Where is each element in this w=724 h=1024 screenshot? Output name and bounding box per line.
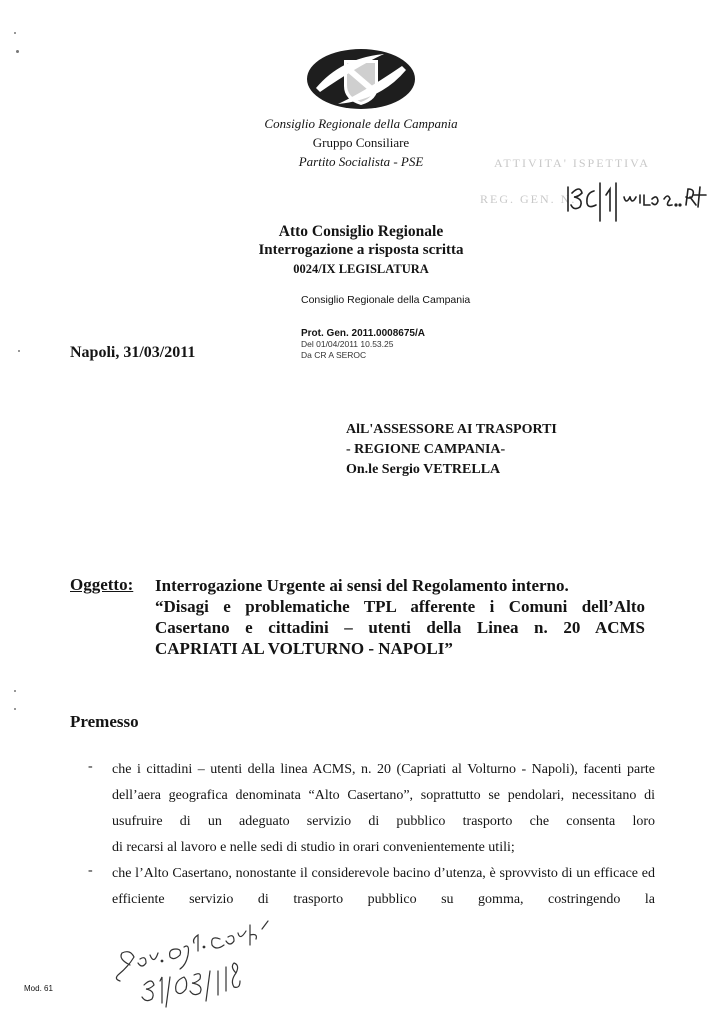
form-model-number: Mod. 61	[24, 984, 53, 993]
premesso-item-1	[112, 757, 655, 861]
protocol-date: Del 01/04/2011 10.53.25	[301, 339, 394, 349]
protocol-number: Prot. Gen. 2011.0008675/A	[301, 328, 425, 339]
party-name: Partito Socialista - PSE	[298, 154, 424, 169]
subject-line-2: “Disagi e problematiche TPL afferente i Comuni dell’Alto	[155, 597, 645, 616]
subject-line-4: CAPRIATI AL VOLTURNO - NAPOLI”	[155, 639, 453, 658]
place-date: Napoli, 31/03/2011	[70, 344, 196, 361]
subject-line-1: Interrogazione Urgente ai sensi del Regolamento interno.	[155, 576, 569, 595]
scan-speck	[14, 708, 16, 710]
scan-speck	[14, 32, 16, 34]
protocol-route: Da CR A SEROC	[301, 350, 367, 360]
handwritten-annotation	[100, 915, 300, 1015]
act-title: Atto Consiglio Regionale	[278, 223, 444, 240]
premesso-item-2	[112, 861, 655, 913]
list-bullet: -	[88, 759, 93, 774]
scan-speck	[18, 350, 20, 352]
act-type: Interrogazione a risposta scritta	[258, 242, 464, 258]
premesso-heading: Premesso	[70, 712, 139, 731]
subject-label: Oggetto:	[70, 575, 134, 594]
regional-council-logo	[306, 48, 416, 110]
council-name: Consiglio Regionale della Campania	[264, 116, 458, 131]
recipient-block	[346, 420, 557, 480]
scan-speck	[16, 50, 19, 53]
subject-text	[155, 575, 645, 659]
campania-emblem-icon	[306, 48, 416, 110]
protocol-stamp	[301, 328, 425, 361]
recipient-line-3: On.le Sergio VETRELLA	[346, 462, 501, 477]
group-name: Gruppo Consiliare	[312, 135, 410, 150]
recipient-line-1: AlL'ASSESSORE AI TRASPORTI	[346, 422, 557, 437]
sender-header	[230, 114, 492, 171]
stamp-line-2: REG. GEN. N.	[480, 192, 577, 206]
act-number: 0024/IX LEGISLATURA	[293, 262, 429, 276]
scan-speck	[14, 690, 16, 692]
paragraph-text: che i cittadini – utenti della linea ACMS, n. 20 (Capriati al Volturno - Napoli), facenti parte dell’aera geografica denominata “Alto Casertano”, soprattutto se pendolari, necessitano di usufruire di un adeguato servizio di pubblico trasporto che consenta loro	[112, 762, 655, 829]
paragraph-text: che l’Alto Casertano, nonostante il considerevole bacino d’utenza, è sprovvisto di un efficace ed efficiente servizio di trasporto pubblico su gomma, costringendo la	[112, 866, 655, 907]
protocol-entity: Consiglio Regionale della Campania	[301, 294, 471, 306]
handwritten-registry-number	[560, 175, 710, 225]
paragraph-last-line: di recarsi al lavoro e nelle sedi di studio in orari convenientemente utili;	[112, 840, 515, 855]
list-bullet: -	[88, 863, 93, 878]
stamp-line-1: ATTIVITA' ISPETTIVA	[494, 156, 650, 170]
recipient-line-2: - REGIONE CAMPANIA-	[346, 442, 506, 457]
subject-line-3: Casertano e cittadini – utenti della Linea n. 20 ACMS	[155, 618, 645, 637]
act-info	[230, 222, 492, 279]
